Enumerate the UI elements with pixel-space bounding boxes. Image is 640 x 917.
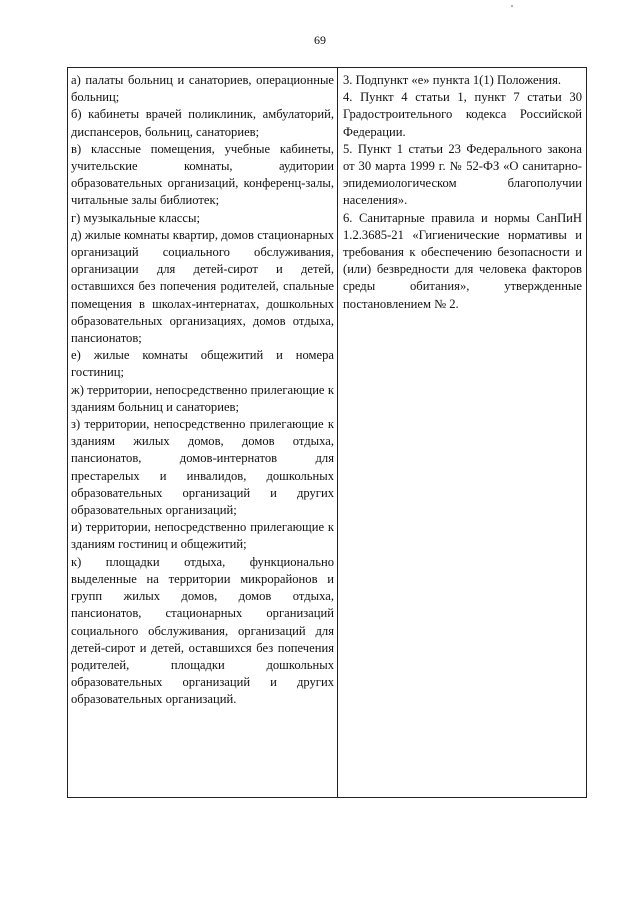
premises-item: и) территории, непосредственно прилегающие к зданиям гостиниц и общежитий; bbox=[71, 520, 334, 552]
premises-item: з) территории, непосредственно прилегающие к зданиям жилых домов, домов отдыха, пансионатов, домов-интернатов для престарелых и инвалидов, дошкольных образовательных организаций и других образовательных организаций; bbox=[71, 417, 334, 518]
premises-item: б) кабинеты врачей поликлиник, амбулаторий, диспансеров, больниц, санаториев; bbox=[71, 107, 334, 139]
premises-item: а) палаты больниц и санаториев, операционные больниц; bbox=[71, 73, 334, 105]
premises-item: г) музыкальные классы; bbox=[71, 210, 200, 225]
premises-item: д) жилые комнаты квартир, домов стационарных организаций социального обслуживания, организации для детей-сирот и детей, оставшихся без попечения родителей, спальные помещения в школах-интернатах, дошкольных образовательных организациях, домов отдыха, пансионатов; bbox=[71, 227, 334, 346]
provisions-table bbox=[67, 67, 587, 798]
premises-item: в) классные помещения, учебные кабинеты, учительские комнаты, аудитории образовательных организаций, конференц-залы, читальные залы библиотек; bbox=[71, 141, 334, 208]
premises-item: к) площадки отдыха, функционально выделенные на территории микрорайонов и групп жилых домов, домов отдыха, пансионатов, стационарных организаций социального обслуживания, организаций для детей-сирот и детей, оставшихся без попечения родителей, площадки дошкольных образовательных организаций и других образовательных организаций. bbox=[71, 554, 334, 707]
legal-reference-item: 4. Пункт 4 статьи 1, пункт 7 статьи 30 Градостроительного кодекса Российской Федерации. bbox=[343, 90, 582, 139]
scan-speck bbox=[511, 5, 513, 7]
premises-item: ж) территории, непосредственно прилегающие к зданиям больниц и санаториев; bbox=[71, 382, 334, 414]
page-number: 69 bbox=[314, 33, 326, 47]
premises-item: е) жилые комнаты общежитий и номера гостиниц; bbox=[71, 348, 334, 380]
legal-reference-item: 6. Санитарные правила и нормы СанПиН 1.2.3685-21 «Гигиенические нормативы и требования к обеспечению безопасности и (или) безвредности для человека факторов среды обитания», утвержденные постановлением № 2. bbox=[343, 210, 582, 311]
legal-references-cell bbox=[343, 72, 582, 313]
premises-list-cell bbox=[71, 72, 334, 709]
legal-reference-item: 5. Пункт 1 статьи 23 Федерального закона от 30 марта 1999 г. № 52-ФЗ «О санитарно-эпидемиологическом благополучии населения». bbox=[343, 141, 582, 208]
column-divider bbox=[337, 68, 338, 797]
legal-reference-item: 3. Подпункт «е» пункта 1(1) Положения. bbox=[343, 73, 562, 87]
